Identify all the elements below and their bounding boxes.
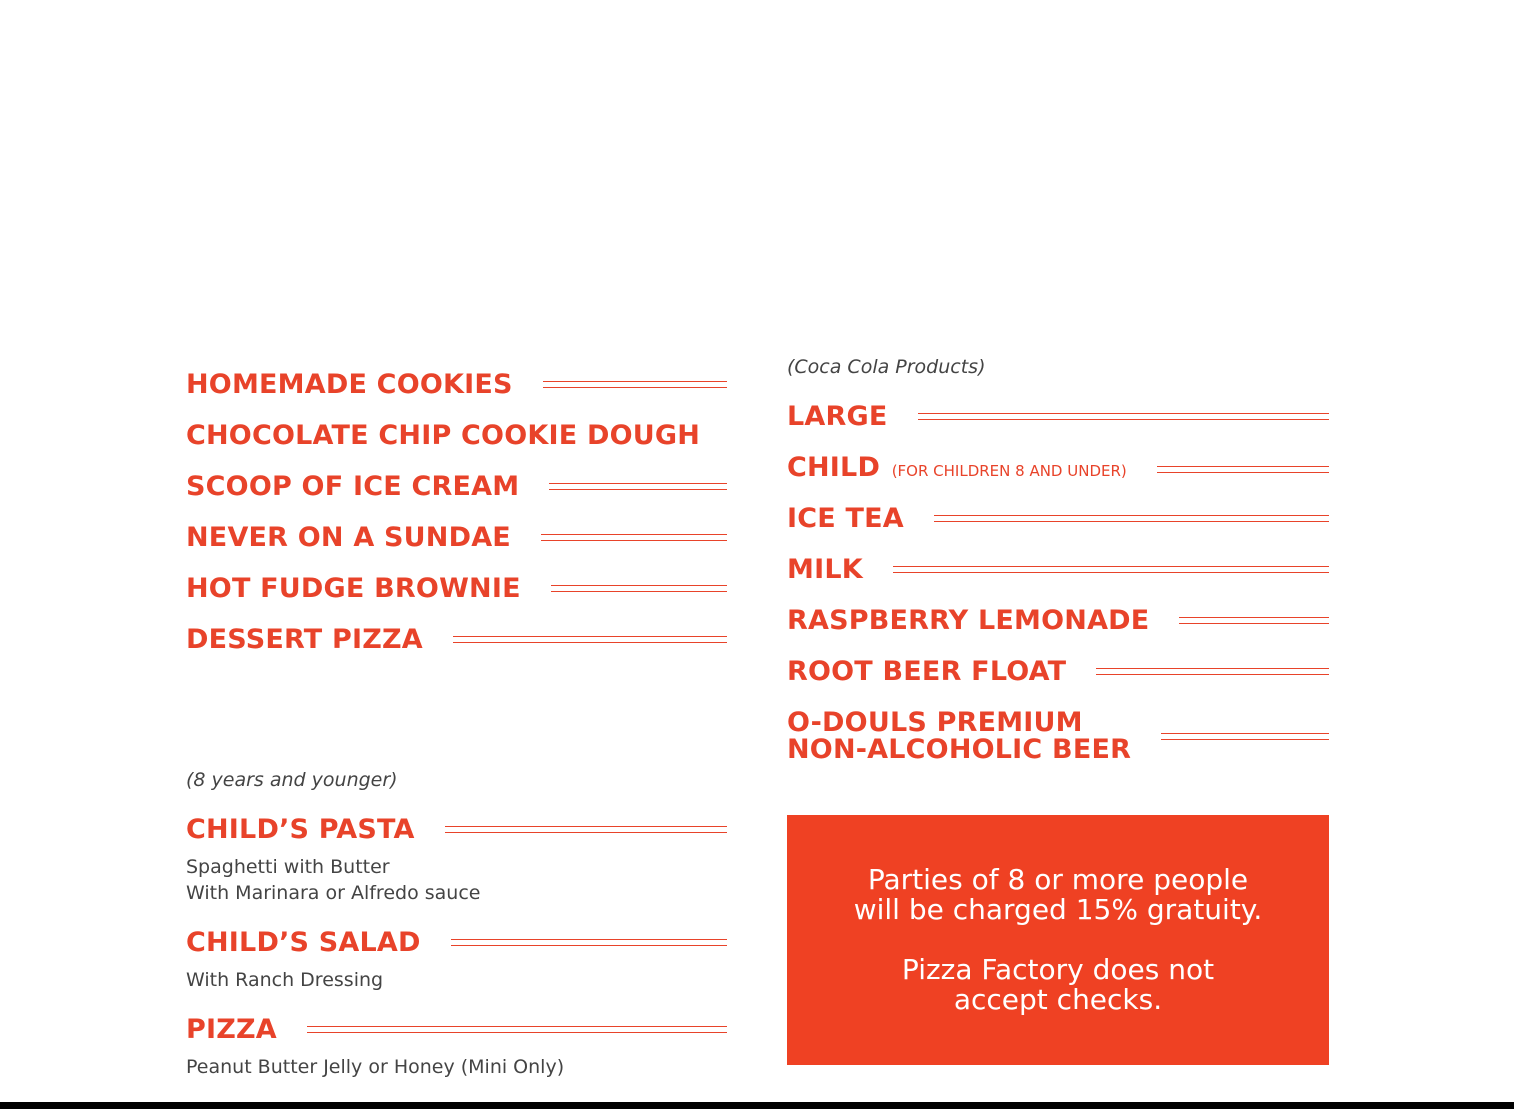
item-title: ICE TEA (787, 503, 904, 534)
item-title: PIZZA (186, 1014, 277, 1045)
item-title (787, 454, 1127, 485)
menu-item-sundae (186, 524, 727, 551)
item-description: Spaghetti with Butter (186, 856, 390, 878)
menu-item-ice-cream (186, 473, 727, 500)
item-title: RASPBERRY LEMONADE (787, 605, 1150, 636)
item-title: CHOCOLATE CHIP COOKIE DOUGH (186, 420, 701, 451)
price-divider (307, 1026, 727, 1033)
menu-item-childs-salad (186, 929, 727, 956)
item-title (787, 709, 1131, 763)
price-divider (1179, 617, 1329, 624)
drinks-note: (Coca Cola Products) (787, 356, 986, 378)
item-title-line2: NON-ALCOHOLIC BEER (787, 734, 1132, 765)
menu-item-kids-pizza (186, 1016, 727, 1043)
item-description: With Marinara or Alfredo sauce (186, 882, 481, 904)
notice-spacer (787, 925, 1329, 955)
menu-item-odouls (787, 709, 1329, 763)
price-divider (451, 939, 727, 946)
item-title: HOMEMADE COOKIES (186, 369, 513, 400)
notice-line: will be charged 15% gratuity. (853, 893, 1263, 926)
item-description: Peanut Butter Jelly or Honey (Mini Only) (186, 1056, 565, 1078)
item-title-main: CHILD (787, 452, 881, 483)
item-title: LARGE (787, 401, 888, 432)
menu-item-root-beer-float (787, 658, 1329, 685)
price-divider (453, 636, 727, 643)
item-title: MILK (787, 554, 863, 585)
price-divider (934, 515, 1329, 522)
menu-item-homemade-cookies (186, 371, 727, 398)
item-title: CHILD’S SALAD (186, 927, 421, 958)
notice-line: Parties of 8 or more people (867, 863, 1249, 896)
price-divider (549, 483, 727, 490)
price-divider (541, 534, 727, 541)
kids-note: (8 years and younger) (186, 769, 398, 791)
price-divider (1157, 466, 1329, 473)
price-divider (445, 826, 727, 833)
price-divider (893, 566, 1329, 573)
item-description: With Ranch Dressing (186, 969, 384, 991)
item-title-sub: (FOR CHILDREN 8 AND UNDER) (891, 462, 1127, 480)
item-title: DESSERT PIZZA (186, 624, 423, 655)
menu-item-large-drink (787, 403, 1329, 430)
menu-item-ice-tea (787, 505, 1329, 532)
item-title: CHILD’S PASTA (186, 814, 415, 845)
price-divider (918, 413, 1330, 420)
item-title: NEVER ON A SUNDAE (186, 522, 511, 553)
item-title: SCOOP OF ICE CREAM (186, 471, 520, 502)
menu-item-milk (787, 556, 1329, 583)
menu-item-childs-pasta (186, 816, 727, 843)
item-title-line1: O-DOULS PREMIUM (787, 707, 1083, 738)
price-divider (1161, 733, 1329, 740)
menu-item-brownie (186, 575, 727, 602)
price-divider (551, 585, 727, 592)
item-title: ROOT BEER FLOAT (787, 656, 1067, 687)
item-title: HOT FUDGE BROWNIE (186, 573, 521, 604)
price-divider (543, 381, 727, 388)
menu-item-dessert-pizza (186, 626, 727, 653)
menu-item-cookie-dough (186, 422, 727, 449)
menu-item-raspberry-lemonade (787, 607, 1329, 634)
menu-item-child-drink (787, 454, 1329, 485)
price-divider (1096, 668, 1329, 675)
bottom-bar (0, 1102, 1514, 1109)
gratuity-notice (787, 815, 1329, 1065)
notice-line: Pizza Factory does not (901, 953, 1215, 986)
notice-line: accept checks. (953, 983, 1163, 1016)
